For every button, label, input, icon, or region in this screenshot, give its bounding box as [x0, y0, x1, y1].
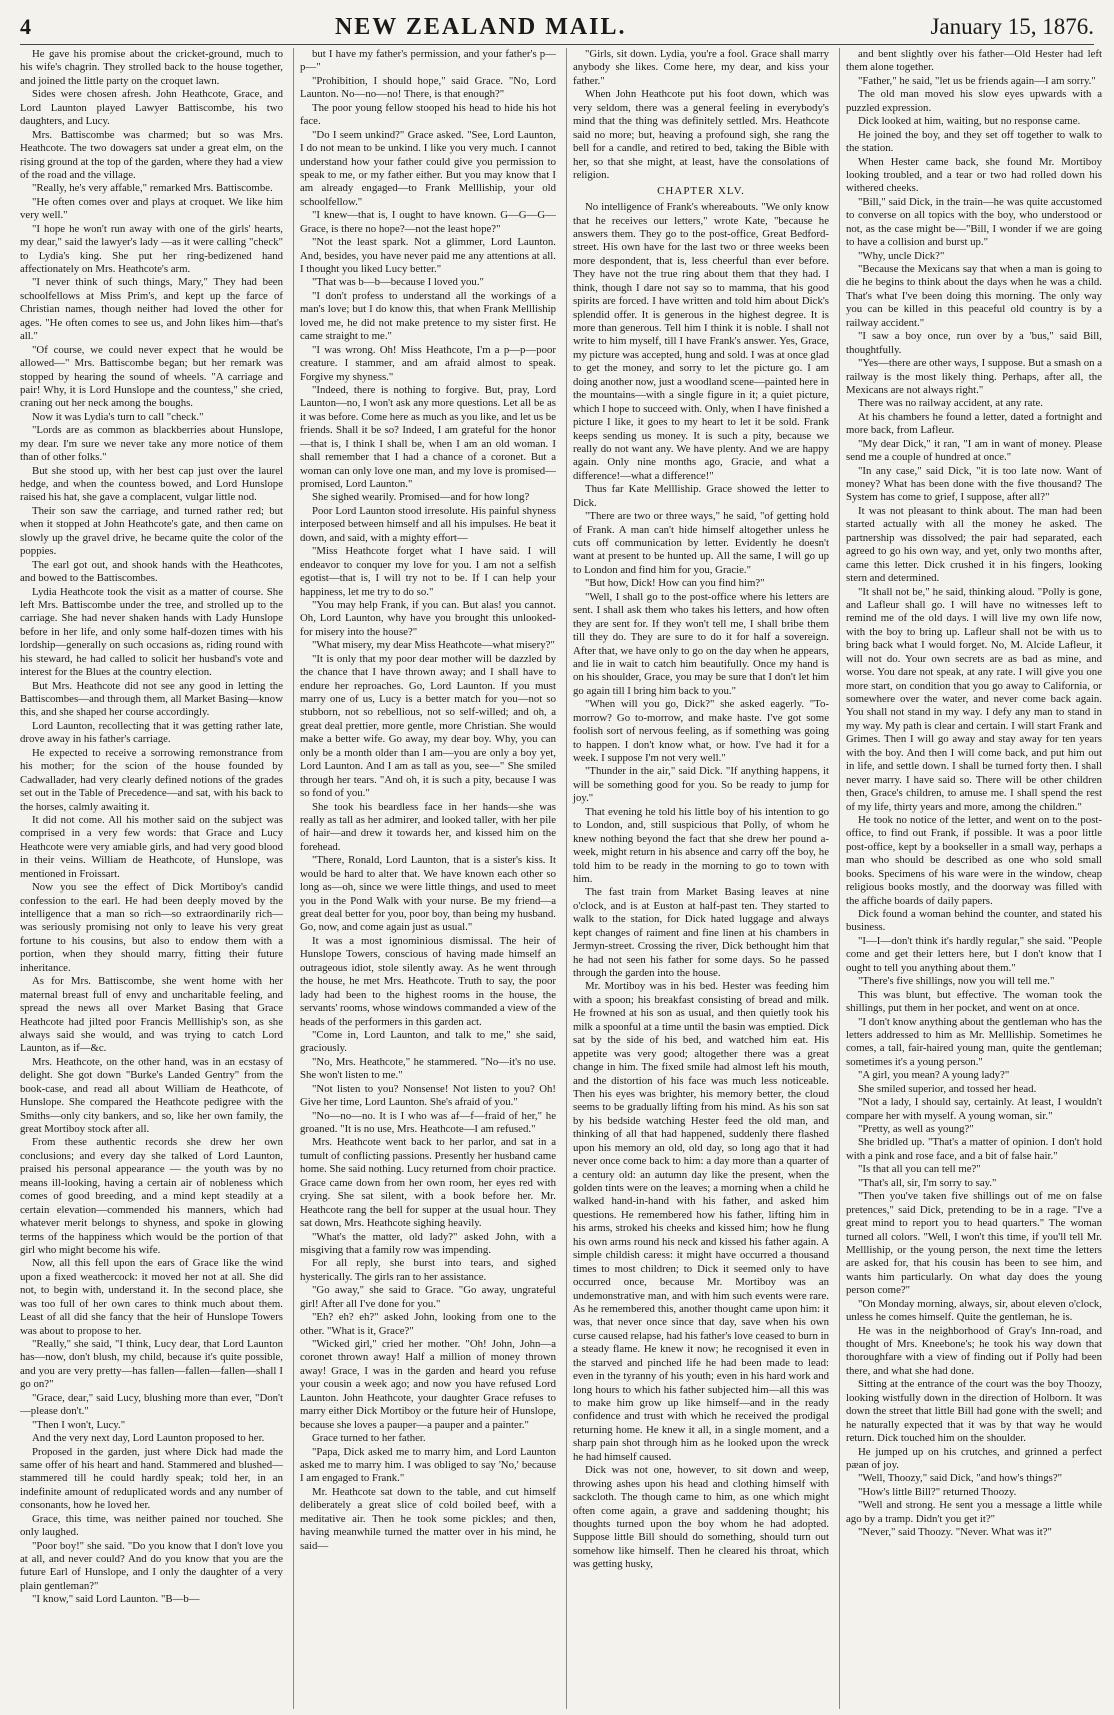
paragraph: The fast train from Market Basing leaves at nine o'clock, and is at Euston at half-past ten. They started to walk to the station, for Dick hated luggage and always kept changes of raiment and fine linen at his chambers in Jermyn-street. Crossing the river, Dick bethought him that he had not seen his father for some days. So he passed through the garden into the house.: [573, 886, 829, 979]
column-3: [566, 48, 829, 1709]
paragraph: "Yes—there are other ways, I suppose. But a smash on a railway is the most likely thing. Perhaps, after all, the Mexicans are not always right.": [846, 357, 1102, 396]
paragraph: He joined the boy, and they set off together to walk to the station.: [846, 128, 1102, 155]
paragraph: The poor young fellow stooped his head to hide his hot face.: [300, 101, 556, 128]
paragraph: Dick was not one, however, to sit down and weep, throwing ashes upon his head and clothing himself with sackcloth. The though came to him, as one which might often come again, a grave and saddening thought; his thoughts turned upon the boy whom he had adopted. Suppose little Bill should do something, should turn out somehow like himself. Then he cleared his throat, which was getting husky,: [573, 1464, 829, 1571]
paragraph: Lord Launton, recollecting that it was getting rather late, drove away in his father's carriage.: [20, 719, 283, 746]
paragraph: "Papa, Dick asked me to marry him, and Lord Launton asked me to marry him. I was obliged to say 'No,' because I am engaged to Frank.": [300, 1445, 556, 1485]
paragraph: He took no notice of the letter, and went on to the post-office, to find out Frank, if possible. It was a poor little post-office, kept by a bookseller in a small way, perhaps a man who should be described as one who sold small books. Specimens of his ware were in the window, cheap religious books mostly, and the doorway was filled with the affiche boards of daily papers.: [846, 813, 1102, 907]
paragraph: "Poor boy!" she said. "Do you know that I don't love you at all, and never could? And do you know that you are the future Earl of Hunslope, and I only the daughter of a very plain gentleman?": [20, 1539, 283, 1592]
paragraph: Proposed in the garden, just where Dick had made the same offer of his heart and hand. Stammered and blushed—stammered till he could hardly speak; told her, in an indefinite amount of reduplicated words and any number of consonants, how he loved her.: [20, 1445, 283, 1512]
paragraph: Now it was Lydia's turn to call "check.": [32, 410, 204, 423]
paragraph: It did not come. All his mother said on the subject was comprised in a very few words: that Grace and Lucy Heathcote were very amiable girls, and had very good blood in their veins. William de Heathcote, of Hunslope, was mentioned in Froissart.: [20, 813, 283, 880]
paragraph: and bent slightly over his father—Old Hester had left them alone together.: [846, 48, 1102, 74]
paragraph: "I hope he won't run away with one of the girls' hearts, my dear," said the lawyer's lady —as it were calling "check" to Lydia's king. She put her ring-bedizened hand affectionately on Mrs. Heathcote's arm.: [20, 222, 283, 275]
paragraph: Thus far Kate Mellliship. Grace showed the letter to Dick.: [573, 483, 829, 509]
paragraph: "Prohibition, I should hope," said Grace. "No, Lord Launton. No—no—no! There, is that enough?": [300, 74, 556, 101]
issue-date: January 15, 1876.: [930, 14, 1094, 39]
paragraph: "Father," he said, "let us be friends again—I am sorry.": [858, 74, 1096, 87]
paragraph: "Well and strong. He sent you a message a little while ago by a tramp. Didn't you get it?": [846, 1499, 1102, 1525]
paragraph: Mrs. Heathcote, on the other hand, was in an ecstasy of delight. She got down "Burke's Landed Gentry" from the book-case, and read all about William de Heathcote, of Hunslope. She compared the Heathcote pedigree with the Smiths—only city bankers, and so, like her own family, the great Mortiboy stock after all.: [20, 1055, 283, 1135]
paragraph: "It shall not be," he said, thinking aloud. "Polly is gone, and Lafleur shall go. I will have no witnesses left to remind me of the old days. I will live my own life now, with the boy to bring up. Lafleur shall not be with us to bring back what I would forget. No, M. Alcide Lafleur, it will not do. Your own secrets are as bad as mine, and worse. You dare not speak, at any rate. I will give you one more start, on condition that you go away to California, or somewhere over the water, and never come back again. You shall not stand in my way. I defy any man to stand in my way. My path is clear and certain. I will start Frank and Grimes. Then I will go away and stay away for ten years with the boy. And then I will come back, and put him out in life, and settle down. I shall be turned forty then. I shall never marry. I have said so. There will be other children then, Grace's children, to amuse me. I shall spend the rest of my life, thirty years and more, among the children.": [846, 585, 1102, 813]
paragraph: "Pretty, as well as young?": [858, 1123, 974, 1135]
paragraph: "I don't profess to understand all the workings of a man's love; but I do know this, that when Frank Mellliship loved me, he did not make pretence to my sister first. He came straight to me.": [300, 289, 556, 343]
paragraph: He expected to receive a sorrowing remonstrance from his mother; for the scion of the house founded by Cadwallader, had very clearly defined notions of the grades set out in the Table of Precedence—and sat, with his back to the horses, calmly awaiting it.: [20, 746, 283, 813]
paragraph: "Miss Heathcote forget what I have said. I will endeavor to conquer my love for you. I am not a selfish egotist—that is, I will try not to be. If I can help your happiness, let me try to do so.": [300, 545, 556, 598]
article-columns: [20, 48, 1102, 1709]
newspaper-title: NEW ZEALAND MAIL.: [334, 13, 627, 40]
paragraph: "Come in, Lord Launton, and talk to me," she said, graciously.: [300, 1028, 556, 1055]
paragraph: "Really," she said, "I think, Lucy dear, that Lord Launton has—now, don't blush, my child, because it's quite possible, and you are very pretty—has fallen—fallen—fallen—shall I go on?": [20, 1338, 283, 1391]
paragraph: Mrs. Heathcote went back to her parlor, and sat in a tumult of conflicting passions. Presently her husband came home. She said nothing. Lucy returned from choir practice. Grace came down from her own room, her eyes red with crying. She sat silent, with a book before her. Mr. Heathcote rang the bell for supper at the usual hour. They sat down, Mrs. Heathcote sighing heavily.: [300, 1136, 556, 1230]
paragraph: "A girl, you mean? A young lady?": [858, 1069, 1010, 1082]
paragraph: When Hester came back, she found Mr. Mortiboy looking troubled, and a tear or two had rolled down his withered cheeks.: [846, 155, 1102, 195]
paragraph: That evening he told his little boy of his intention to go to London, and, still suspicious that Polly, of whom he knew nothing beyond the fact that she drew her pound a-week, might return in his absence and carry off the boy, he told him to be ready in the morning to go to town with him.: [573, 805, 829, 885]
paragraph: As for Mrs. Battiscombe, she went home with her maternal breast full of envy and uncharitable feeling, and spread the news all over Market Basing that Grace Heathcote had jilted poor Francis Mellliship's son, as she always said she would, and was trying to catch Lord Launton, as if—&c.: [20, 975, 283, 1055]
paragraph: "How's little Bill?" returned Thoozy.: [858, 1485, 1017, 1498]
paragraph: "Lords are as common as blackberries about Hunslope, my dear. I'm sure we never take any more notice of them than of other folks.": [20, 424, 283, 464]
paragraph: "There, Ronald, Lord Launton, that is a sister's kiss. It would be hard to alter that. We have known each other so long as—oh, since we were little things, and used to meet you in the Pond Walk with your nurse. Be my friend—a great deal better for you, poor boy, than being my husband. Go, now, and come again just as usual.": [300, 854, 556, 934]
paragraph: "Wicked girl," cried her mother. "Oh! John, John—a coronet thrown away! Half a million of money thrown away! Grace, I was in the garden and heard you refuse your cousin a week ago; and now you have refused Lord Launton. John Heathcote, your daughter Grace refuses to marry either Dick Mortiboy or the future heir of Hunslope, because she loves a pauper—a pauper and a painter.": [300, 1338, 556, 1431]
paragraph: "Grace, dear," said Lucy, blushing more than ever, "Don't—please don't.": [20, 1391, 283, 1418]
paragraph: "Girls, sit down. Lydia, you're a fool. Grace shall marry anybody she likes. Come here, my dear, and kiss your father.": [573, 48, 829, 87]
paragraph: There was no railway accident, at any rate.: [858, 397, 1043, 410]
paragraph: "Indeed, there is nothing to forgive. But, pray, Lord Launton—no, I won't ask any more questions. Let all be as it was before. Come here as much as you like, and let us be friends. Shall it be so? Indeed, I am grateful for the honor—that is, I think I shall be, when I am an old woman. I shall remember that I had a chance of a coronet. But a woman can only love one man, and my love is promised—promised, Lord Launton.": [300, 383, 556, 490]
paragraph: "What's the matter, old lady?" asked John, with a misgiving that a family row was impending.: [300, 1230, 556, 1256]
paragraph: "Why, uncle Dick?": [858, 249, 945, 262]
paragraph: "He often comes over and plays at croquet. We like him very well.": [20, 195, 283, 222]
paragraph: Poor Lord Launton stood irresolute. His painful shyness interposed between himself and all his impulses. He beat it down, and said, with a mighty effort—: [300, 504, 556, 544]
paragraph: Grace turned to her father.: [312, 1432, 426, 1445]
paragraph: Now, all this fell upon the ears of Grace like the wind upon a fixed weathercock: it moved her not at all. She did not, to begin with, understand it. In the second place, she was too full of her own cares to think much about them. Least of all did she fancy that the heir of Hunslope Towers was about to propose to her.: [20, 1257, 283, 1337]
chapter-heading: CHAPTER XLV.: [657, 185, 745, 198]
paragraph: "There are two or three ways," he said, "of getting hold of Frank. A man can't hide himself altogether unless he cuts off communication by letter. Evidently he doesn't want at present to be hunted up. All the same, I will go up to London and find him for you, Gracie.": [573, 510, 829, 576]
paragraph: The old man moved his slow eyes upwards with a puzzled expression.: [846, 88, 1102, 114]
column-1: [20, 48, 283, 1709]
paragraph: At his chambers he found a letter, dated a fortnight and more back, from Lafleur.: [846, 410, 1102, 437]
paragraph: "Really, he's very affable," remarked Mrs. Battiscombe.: [32, 182, 273, 195]
paragraph: "It is only that my poor dear mother will be dazzled by the chance that I have thrown away; and I shall have to endure her reproaches. Go, Lord Launton. If you must marry one of us, Lucy is a better match for you—not so stubborn, not so rebellious, not so self-willed; and oh, a great deal prettier, more gentle, more Christian. She would make a better wife. Go away, my dear boy. Why, you can only be a month older than I am—you are only a boy yet, Lord Launton. And I am as tall as you, see—" She smiled through her tears. "And oh, it is such a pity, because I was so fond of you.": [300, 652, 556, 800]
paragraph: "Not the least spark. Not a glimmer, Lord Launton. And, besides, you have never paid me any attentions at all. I thought you liked Lucy better.": [300, 236, 556, 275]
column-4: [839, 48, 1102, 1709]
paragraph: "I never think of such things, Mary," They had been schoolfellows at Miss Prim's, and kept up the farce of Christian names, though neither had loved the other for ages. "He often comes to see us, and John likes him—that's all.": [20, 276, 283, 343]
paragraph: "I was wrong. Oh! Miss Heathcote, I'm a p—p—poor creature. I stammer, and am afraid almost to speak. Forgive my shyness.": [300, 343, 556, 383]
paragraph: Sitting at the entrance of the court was the boy Thoozy, looking wistfully down in the direction of Holborn. It was down the street that little Bill had gone with the swell; and he naturally expected that it was by that way he would return. Dick touched him on the shoulder.: [846, 1378, 1102, 1445]
paragraph: "Never," said Thoozy. "Never. What was it?": [858, 1526, 1052, 1539]
paragraph: But she stood up, with her best cap just over the laurel hedge, and when the countess bowed, and Lord Hunslope raised his hat, she gave a complacent, vulgar little nod.: [20, 464, 283, 504]
paragraph: She sighed wearily. Promised—and for how long?: [312, 491, 530, 504]
paragraph: The earl got out, and shook hands with the Heathcotes, and bowed to the Battiscombes.: [20, 558, 283, 585]
paragraph: "I know," said Lord Launton. "B—b—: [32, 1593, 200, 1606]
paragraph: "I—I—don't think it's hardly regular," she said. "People come and get their letters here, but I don't know that I ought to tell you anything about them.": [846, 934, 1102, 974]
paragraph: When John Heathcote put his foot down, which was very seldom, there was a general feeling in everybody's mind that the thing was definitely settled. Mrs. Heathcote said no more; but, heaving a profound sigh, she rang the bell for a candle, and retired to bed, taking the Bible with her, so that she might, at least, have the consolations of religion.: [573, 88, 829, 181]
paragraph: "Is that all you can tell me?": [858, 1163, 981, 1176]
page-number: 4: [20, 14, 31, 39]
paragraph: Now you see the effect of Dick Mortiboy's candid confession to the earl. He had been deeply moved by the intelligence that a man so rich—so extraordinarily rich—was seriously promising not only to leave his very great fortune to his cousins, but also to endow them with a portion, when they should marry, fitting their future inheritance.: [20, 881, 283, 974]
paragraph: "On Monday morning, always, sir, about eleven o'clock, unless he comes himself. Quite the gentleman, he is.: [846, 1297, 1102, 1324]
paragraph: "Not listen to you? Nonsense! Not listen to you? Oh! Give her time, Lord Launton. She's afraid of you.": [300, 1082, 556, 1109]
masthead: [20, 10, 1094, 45]
paragraph: It was a most ignominious dismissal. The heir of Hunslope Towers, conscious of having made himself an outrageous idiot, stole silently away. As he went through the house, he met Mrs. Heathcote. Truth to say, the poor lady had been to the highest rooms in the house, the servants' rooms, whose windows commanded a view of the heads of the performers in this garden act.: [300, 934, 556, 1028]
paragraph: No intelligence of Frank's whereabouts. "We only know that he receives our letters," wrote Kate, "because he answers them. They go to the post-office, Great Bedford-street. His own have for the last two or three weeks been more despondent, that is, less cheerful than ever before. They have not the true ring about them that they had. I think, though I dare not say so to mamma, that his good spirits are forced. I have written and told him about Dick's splendid offer. It is generous in the highest degree. It is more than generous. Tell him I think it is noble. I shall not write to him myself, till I have Frank's answer. Yes, Grace, my picture was accepted, hung and sold. I was at once glad to get the money, and sorry to let the picture go. I am doing another now, just a woodland scene—painted here in the mountains—with a single figure in it; a quiet picture, which I hope to succeed with. Only, when I have finished a picture I like, it goes to my heart to let it be sold. Frank keeps sending us money. It is such a pity, because we really do not want any. We have plenty. And we are happy again. Only nine months ago, Gracie, and what a difference!—what a difference!": [573, 201, 829, 482]
paragraph: "You may help Frank, if you can. But alas! you cannot. Oh, Lord Launton, why have you brought this unlooked-for misery into the house?": [300, 598, 556, 638]
paragraph: "Then you've taken five shillings out of me on false pretences," said Dick, pretending to be in a rage. "I've a great mind to report you to head quarters." The woman turned all colors. "Well, I won't this time, if you'll tell Mr. Mellliship, or the young person, the next time the letters are asked for, that his cousin has been to see him, and wants him particularly. On what day does the young person come?": [846, 1190, 1102, 1297]
paragraph: She bridled up. "That's a matter of opinion. I don't hold with a pink and rose face, and a bit of false hair.": [846, 1136, 1102, 1162]
paragraph: "Eh? eh? eh?" asked John, looking from one to the other. "What is it, Grace?": [300, 1311, 556, 1337]
paragraph: "Then I won't, Lucy.": [32, 1418, 126, 1431]
paragraph: She took his beardless face in her hands—she was really as tall as her admirer, and looked taller, with her pile of hair—and drew it towards her, and kissed him on the forehead.: [300, 800, 556, 853]
paragraph: "No—no—no. It is I who was af—f—fraid of her," he groaned. "It is no use, Mrs. Heathcote—I am refused.": [300, 1109, 556, 1135]
paragraph: For all reply, she burst into tears, and sighed hysterically. The girls ran to her assistance.: [300, 1257, 556, 1283]
paragraph: "Well, Thoozy," said Dick, "and how's things?": [858, 1472, 1063, 1485]
paragraph: Their son saw the carriage, and turned rather red; but when it stopped at John Heathcote's gate, and then came on slowly up the gravel drive, he became quite the color of the poppies.: [20, 504, 283, 558]
paragraph: "Go away," she said to Grace. "Go away, ungrateful girl! After all I've done for you.": [300, 1284, 556, 1310]
paragraph: It was not pleasant to think about. The man had been started actually with all the money he asked. The partnership was dissolved; the pair had separated, each agreed to go his own way, and yet, only two months after, came this letter. Dick crushed it in his fingers, looking stern and determined.: [846, 504, 1102, 585]
paragraph: Dick found a woman behind the counter, and stated his business.: [846, 908, 1102, 934]
paragraph: "I knew—that is, I ought to have known. G—G—G—Grace, is there no hope?—not the least hope?": [300, 209, 556, 235]
paragraph: Mr. Mortiboy was in his bed. Hester was feeding him with a spoon; his breakfast consisting of bread and milk. He frowned at his son as usual, and then quietly took his milk a spoonful at a time until the basin was emptied. Dick sat by the side of his bed, and watched him eat. His appetite was very good; altogether there was a great change in him. The fixed smile had almost left his mouth, and the distortion of his face was much less noticeable. Then his eyes was brighter, his memory better, the cloud seems to be gradually lifting from his mind. As his son sat by his bedside watching Hester feed the old man, and thinking of all that had happened, suddenly there flashed upon his memory an old, old day, so long ago that it had never once come back to him: a day more than a quarter of a century old: an autumn day like the present, when the golden tints were on the leaves; a morning when a child he walked hand-in-hand with his father, and asked him questions. He remembered how his father, lifting him in his arms, stroked his cheeks and kissed him; how he flung his own arms round his neck and kissed his father again. A simple childish caress: it might have occurred a thousand times to most children; to Dick it seemed only to have occurred once, because Mr. Mortiboy was an undemonstrative man, and with him such events were rare. As he remembered this, another thought came upon him: it was, that never once since that day, save when his own curse caused relapse, had his father's love ceased to burn in a steady flame. He knew it now; he recognised it even in the starved and pinched life he had been made to lead: even in the tyranny of his youth; even in his hard work and long hours to which his father subjected him—all this was to make him grow up like himself—and in the ready confidence and trust with which he received the prodigal returning home. He knew it all, in a single moment, and a sharp pain shot through him as he looked upon the wreck he had himself caused.: [573, 980, 829, 1463]
paragraph: "What misery, my dear Miss Heathcote—what misery?": [312, 639, 555, 652]
paragraph: Sides were chosen afresh. John Heathcote, Grace, and Lord Launton played Lawyer Battiscombe, his two daughters, and Lucy.: [20, 88, 283, 128]
paragraph: "That's all, sir, I'm sorry to say.": [858, 1176, 997, 1189]
paragraph: "Because the Mexicans say that when a man is going to die he begins to think about the days when he was a child. That's what I've been doing this morning. The only way you can be killed in this peaceful old country is by a railway accident.": [846, 263, 1102, 329]
paragraph: "Well, I shall go to the post-office where his letters are sent. I shall ask them who takes his letters, and how often they are sent for. If they won't tell me, I shall bribe them till they do. They are sure to do it for half a sovereign. After that, we have only to go on the day when he appears, and lie in wait to catch him beautifully. Once my hand is on his shoulder, Grace, you may be sure that I don't let him go again till I bring him back to you.": [573, 590, 829, 697]
paragraph: "No, Mrs. Heathcote," he stammered. "No—it's no use. She won't listen to me.": [300, 1055, 556, 1082]
paragraph: "I don't know anything about the gentleman who has the letters addressed to him as Mr. Mellliship. Sometimes he comes, a tall, fair-haired young man, quite the gentleman; sometimes it's a young person.": [846, 1015, 1102, 1068]
paragraph: "Of course, we could never expect that he would be allowed—" Mrs. Battiscombe began; but her remark was stopped by hearing the sound of wheels. "A carriage and pair! Why, it is Lord Hunslope and the countess," she cried, craning out her neck among the boughs.: [20, 343, 283, 410]
paragraph: "I saw a boy once, run over by a 'bus," said Bill, thoughtfully.: [846, 330, 1102, 356]
paragraph: But Mrs. Heathcote did not see any good in letting the Battiscombes—and through them, all Market Basing—know this, and she shaped her course accordingly.: [20, 679, 283, 719]
paragraph: "That was b—b—because I loved you.": [312, 276, 484, 289]
paragraph: She smiled superior, and tossed her head.: [858, 1082, 1037, 1095]
paragraph: Dick looked at him, waiting, but no response came.: [858, 115, 1081, 128]
paragraph: "Thunder in the air," said Dick. "If anything happens, it will be something good for you. So be ready to jump for joy.": [573, 765, 829, 805]
paragraph: but I have my father's permission, and your father's p—p—": [300, 48, 556, 74]
paragraph: He was in the neighborhood of Gray's Inn-road, and thought of Mrs. Kneebone's; he took his way down that thoroughfare with a view of finding out if Polly had been there, and what she had done.: [846, 1324, 1102, 1377]
paragraph: "Not a lady, I should say, certainly. At least, I wouldn't compare her with myself. A young woman, sir.": [846, 1096, 1102, 1122]
column-2: [293, 48, 556, 1709]
paragraph: "Bill," said Dick, in the train—he was quite accustomed to converse on all topics with the boy, who understood or not, as the case might be—"Bill, I wonder if we are going to have a collision and burst up.": [846, 195, 1102, 249]
paragraph: "In any case," said Dick, "it is too late now. Want of money? What has been done with the five thousand? The System has come to grief, I suppose, after all?": [846, 464, 1102, 504]
paragraph: And the very next day, Lord Launton proposed to her.: [32, 1432, 265, 1445]
paragraph: Mr. Heathcote sat down to the table, and cut himself deliberately a great slice of cold boiled beef, with a meditative air. Then he took some pickles; and then, having meanwhile turned the matter over in his mind, he said—: [300, 1485, 556, 1552]
paragraph: He jumped up on his crutches, and grinned a perfect pæan of joy.: [846, 1445, 1102, 1471]
paragraph: Lydia Heathcote took the visit as a matter of course. She left Mrs. Battiscombe under the tree, and strolled up to the carriage. She had never shaken hands with Lady Hunslope before in her life, and only some half-dozen times with his lordship—generally on such occasions as, riding round with his steward, he had called to solicit her husband's vote and interest for the Blues at the country election.: [20, 585, 283, 679]
paragraph: "When will you go, Dick?" she asked eagerly. "To-morrow? Go to-morrow, and make haste. I've got some foolish sort of nervous feeling, as if something was going to happen. I don't know what, or how. I've had it for a week. I suppose I'm not very well.": [573, 698, 829, 764]
paragraph: Grace, this time, was neither pained nor touched. She only laughed.: [20, 1512, 283, 1539]
paragraph: "Do I seem unkind?" Grace asked. "See, Lord Launton, I do not mean to be unkind. I like you very much. I cannot understand how your father could give you permission to speak to me, or my father either. But you may know that I am already engaged—to Frank Mellliship, your old schoolfellow.": [300, 128, 556, 208]
paragraph: Mrs. Battiscombe was charmed; but so was Mrs. Heathcote. The two dowagers sat under a great elm, on the rising ground at the top of the garden, where they had a view of the road and the village.: [20, 128, 283, 181]
paragraph: "But how, Dick! How can you find him?": [585, 577, 765, 590]
paragraph: This was blunt, but effective. The woman took the shillings, put them in her pocket, and went on at once.: [846, 988, 1102, 1015]
paragraph: "There's five shillings, now you will tell me.": [858, 975, 1055, 988]
paragraph: "My dear Dick," it ran, "I am in want of money. Please send me a couple of hundred at once.": [846, 437, 1102, 464]
paragraph: From these authentic records she drew her own conclusions; and every day she talked of Lord Launton, praised his personal appearance — the youth was by no means ill-looking, having a certain air of nobleness which comes of good breeding, and a mind kept steadily at a certain elevation—commended his manners, which had whatever merit belongs to shyness, and spoke in glowing terms of the happiness which would be the portion of that girl who might become his wife.: [20, 1136, 283, 1256]
paragraph: He gave his promise about the cricket-ground, much to his wife's chagrin. They strolled back to the house together, and joined the little party on the croquet lawn.: [20, 48, 283, 87]
